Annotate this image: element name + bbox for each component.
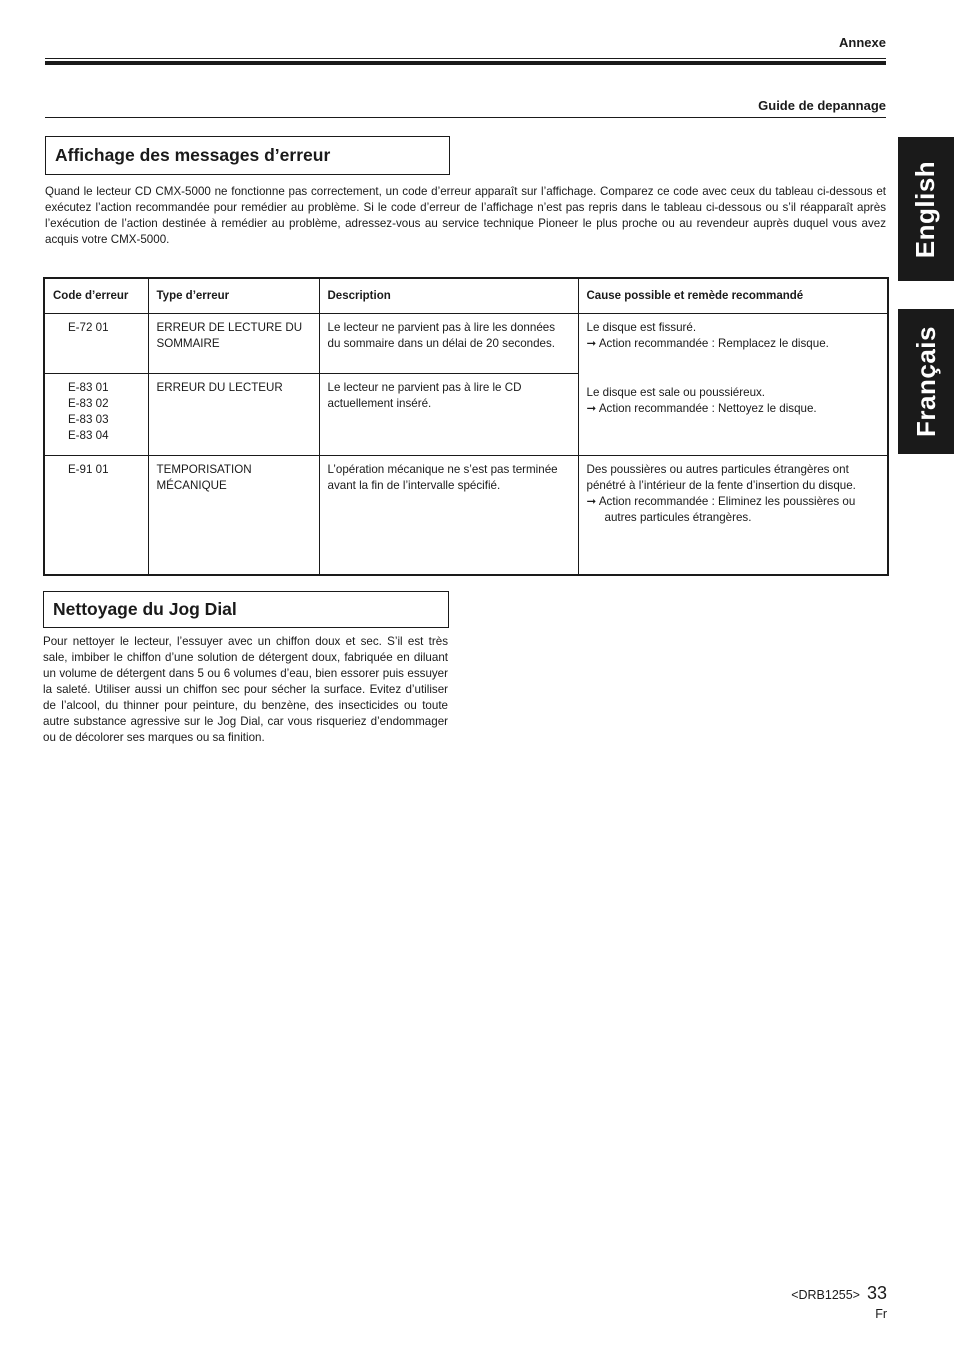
table-row [44,456,888,576]
cause-action [587,336,880,352]
table-cell-type: TEMPORISATION MÉCANIQUE [148,456,319,576]
footer-page-number: 33 [866,1283,887,1303]
table-cell-code [44,314,148,374]
table-cell-cause [578,456,888,576]
table-cell-type: ERREUR DU LECTEUR [148,374,319,456]
error-code: E-83 04 [67,429,109,442]
table-header-code: Code d’erreur [44,278,148,314]
section-intro-paragraph: Quand le lecteur CD CMX-5000 ne fonctionne pas correctement, un code d’erreur apparaît sur l’affichage. Comparez ce code avec ceux du tableau ci-dessous et exécutez l’action recommandée pour remédier au problème. Si le code d’erreur de l’affichage n’est pas repris dans le tableau ci-dessous ou s’il réapparaît après l’exécution de l’action destinée à remédier au problème, adressez-vous au service technique Pioneer le plus proche ou au revendeur auprès duquel vous avez acquis votre CMX-5000. [45,185,886,246]
arrow-icon: ➞ [586,337,597,350]
header-rule-thin [45,58,886,59]
action-text: Action recommandée : Remplacez le disque. [598,337,829,350]
arrow-icon: ➞ [586,495,597,508]
error-code: E-72 01 [67,321,109,334]
error-code: E-83 02 [67,397,109,410]
table-cell-type: ERREUR DE LECTURE DU SOMMAIRE [148,314,319,374]
table-cell-description: Le lecteur ne parvient pas à lire les données du sommaire dans un délai de 20 secondes. [319,314,578,374]
section-title-jog-dial: Nettoyage du Jog Dial [43,591,449,628]
table-cell-code [44,456,148,576]
action-text: Action recommandée : Nettoyez le disque. [598,402,817,415]
tab-francais-label: Français [910,326,941,437]
table-header-type: Type d’erreur [148,278,319,314]
section-title-error-messages: Affichage des messages d’erreur [45,136,450,175]
error-code: E-91 01 [67,463,109,476]
error-code-table [43,277,889,576]
action-text: Action recommandée : Eliminez les poussières ou autres particules étrangères. [598,495,856,524]
table-cell-description: L’opération mécanique ne s’est pas terminée avant la fin de l’intervalle spécifié. [319,456,578,576]
cause-text: Des poussières ou autres particules étrangères ont pénétré à l’intérieur de la fente d’insertion du disque. [586,463,856,492]
table-cell-cause-merged [578,314,888,456]
table-header-row [44,278,888,314]
table-cell-code [44,374,148,456]
footer-language: Fr [875,1307,887,1321]
table-header-description: Description [319,278,578,314]
header-guide-title: Guide de depannage [758,98,886,113]
table-cell-description: Le lecteur ne parvient pas à lire le CD actuellement inséré. [319,374,578,456]
cause-action [587,401,880,417]
tab-english-label: English [910,160,941,258]
cause-action [587,494,880,526]
tab-english[interactable] [898,137,954,281]
cause-text: Le disque est sale ou poussiéreux. [586,386,766,399]
guide-rule [45,117,886,118]
footer-doc-code: <DRB1255> [791,1288,860,1302]
cause-text: Le disque est fissuré. [586,321,697,334]
error-code: E-83 01 [67,381,109,394]
header-annexe: Annexe [839,35,886,50]
table-header-cause: Cause possible et remède recommandé [578,278,888,314]
jog-dial-paragraph: Pour nettoyer le lecteur, l’essuyer avec un chiffon doux et sec. S’il est très sale, imbiber le chiffon d’une solution de détergent doux, fabriquée en diluant un volume de détergent dans 5 ou 6 volumes d’eau, bien essorer puis essuyer la saleté. Utiliser aussi un chiffon sec pour sécher la surface. Evitez d’utiliser de l’alcool, du thinner pour peinture, du benzène, des insecticides ou toute autre substance agressive sur le Jog Dial, car vous risqueriez d’endommager ou de décolorer ses marques ou sa finition. [43,635,448,744]
error-code: E-83 03 [67,413,109,426]
header-rule-thick [45,61,886,65]
tab-francais[interactable] [898,309,954,454]
arrow-icon: ➞ [586,402,597,415]
table-row [44,314,888,374]
